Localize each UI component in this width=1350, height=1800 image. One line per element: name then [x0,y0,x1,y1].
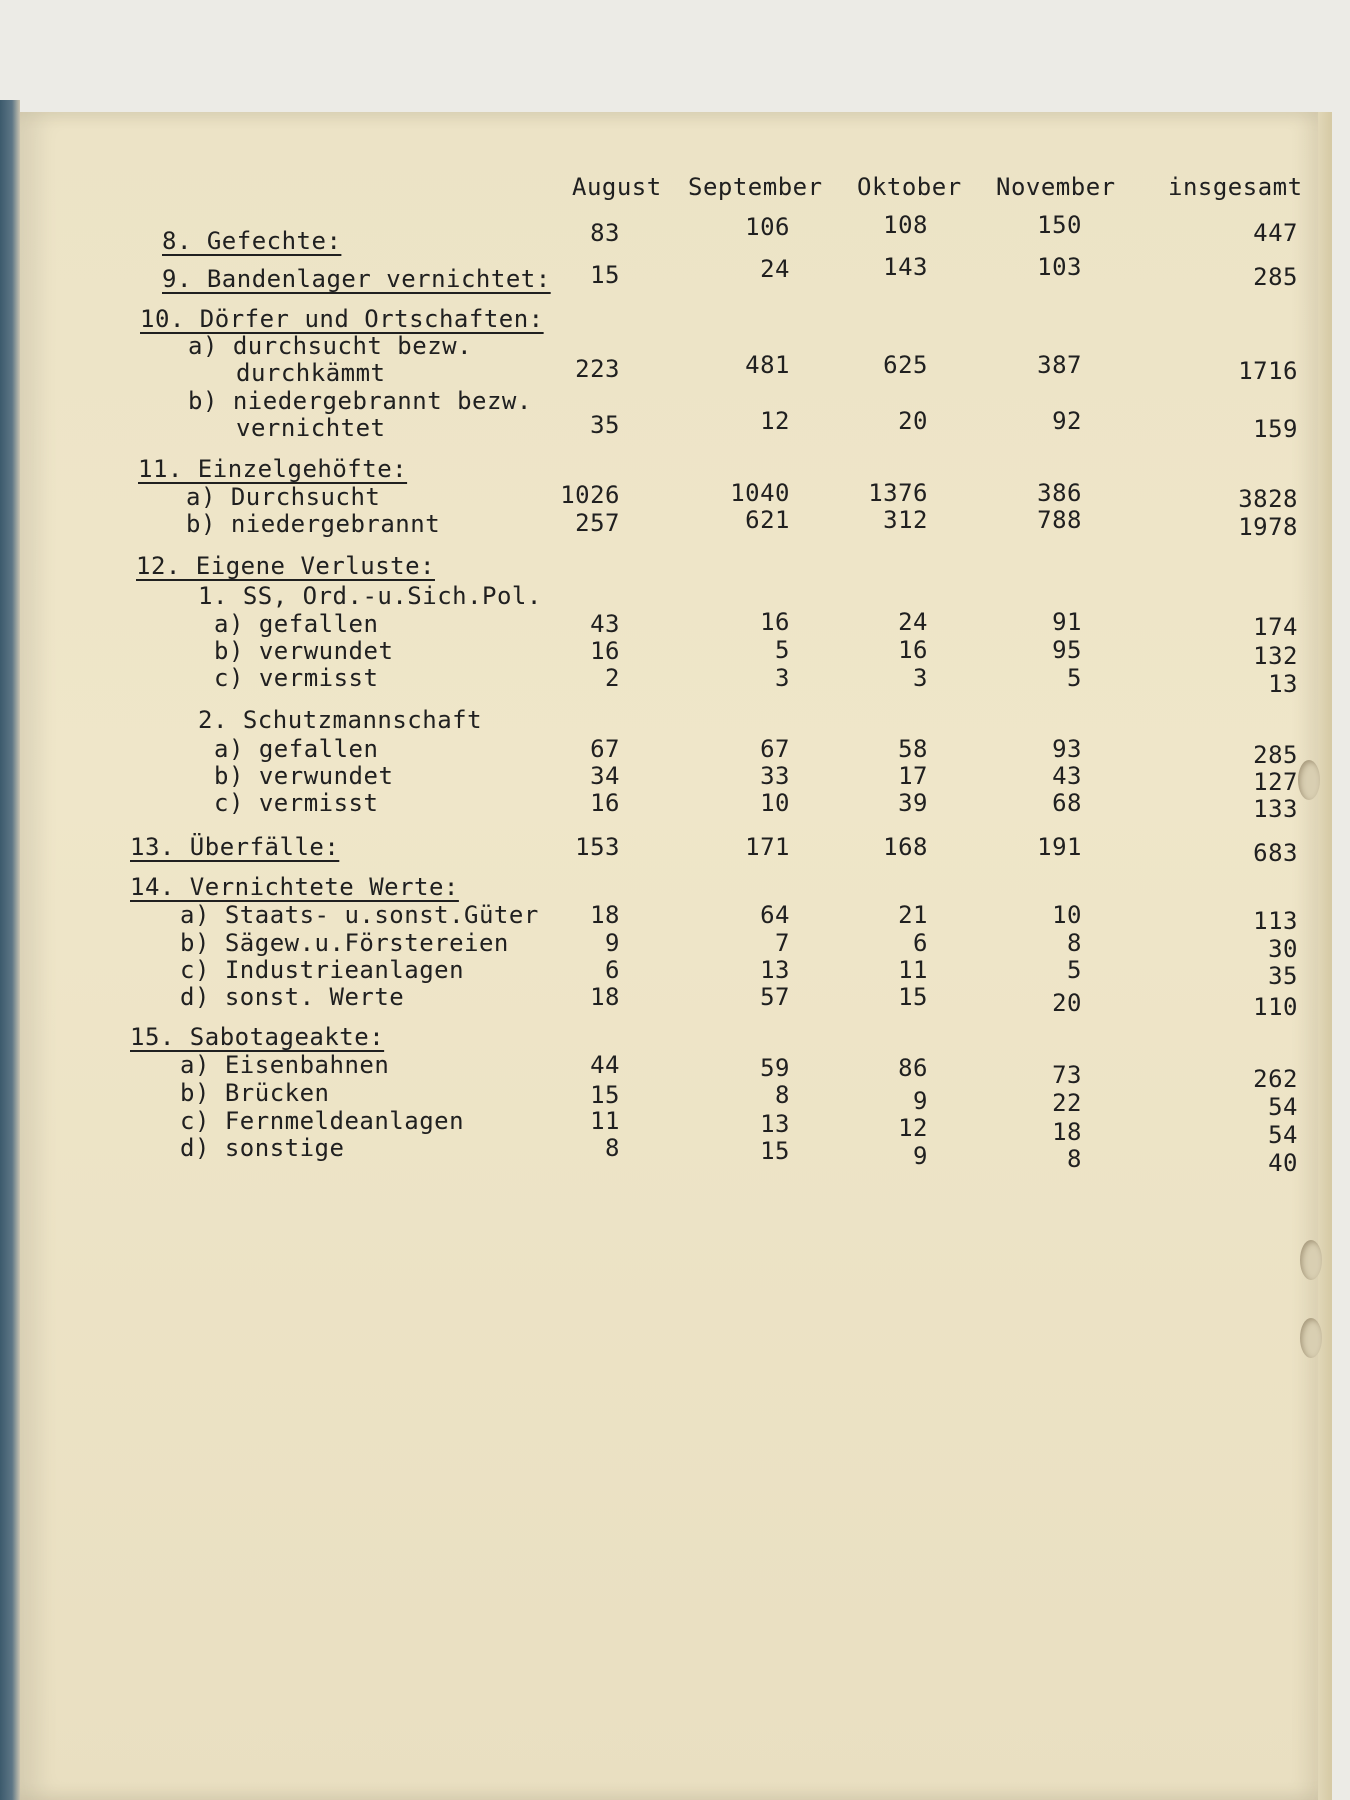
cell-8-sep: 106 [745,213,790,241]
cell-12-2c-total: 133 [1253,795,1298,823]
cell-12-1a-okt: 24 [898,608,928,636]
cell-11a-aug: 1026 [560,481,620,509]
cell-10a-total: 1716 [1238,357,1298,385]
item-12-sub2-label: 2. Schutzmannschaft [198,706,483,734]
cell-12-1b-total: 132 [1253,642,1298,670]
item-10-label: 10. Dörfer und Ortschaften: [140,305,544,333]
cell-12-2c-aug: 16 [590,789,620,817]
cell-15b-nov: 22 [1052,1089,1082,1117]
cell-9-sep: 24 [760,255,790,283]
cell-15a-total: 262 [1253,1065,1298,1093]
cell-8-total: 447 [1253,219,1298,247]
item-10-b-label-cont: vernichtet [236,414,386,442]
cell-11a-okt: 1376 [868,479,928,507]
item-12-sub1-label: 1. SS, Ord.-u.Sich.Pol. [198,582,542,610]
item-11-a-label: a) Durchsucht [186,483,381,511]
item-12-2a-label: a) gefallen [214,735,379,763]
cell-12-2c-okt: 39 [898,789,928,817]
cell-14a-sep: 64 [760,901,790,929]
item-14-a-label: a) Staats- u.sonst.Güter [180,901,539,929]
cell-8-nov: 150 [1037,211,1082,239]
cell-13-nov: 191 [1037,833,1082,861]
cell-14a-aug: 18 [590,901,620,929]
header-oktober: Oktober [857,173,962,201]
cell-14d-total: 110 [1253,993,1298,1021]
cell-11b-nov: 788 [1037,506,1082,534]
cell-14b-total: 30 [1268,935,1298,963]
cell-11b-okt: 312 [883,506,928,534]
cell-12-2b-aug: 34 [590,762,620,790]
cell-15d-aug: 8 [605,1134,620,1162]
cell-12-2b-okt: 17 [898,762,928,790]
cell-12-1a-aug: 43 [590,610,620,638]
cell-11b-sep: 621 [745,506,790,534]
cell-15c-aug: 11 [590,1107,620,1135]
cell-12-1c-nov: 5 [1067,664,1082,692]
item-12-2c-label: c) vermisst [214,789,379,817]
item-12-1c-label: c) vermisst [214,664,379,692]
cell-12-1c-sep: 3 [775,664,790,692]
item-12-2b-label: b) verwundet [214,762,394,790]
cell-10b-sep: 12 [760,407,790,435]
cell-15d-total: 40 [1268,1149,1298,1177]
cell-15a-aug: 44 [590,1051,620,1079]
cell-13-okt: 168 [883,833,928,861]
cell-15c-total: 54 [1268,1121,1298,1149]
cell-10b-aug: 35 [590,411,620,439]
cell-12-1c-aug: 2 [605,664,620,692]
item-15-c-label: c) Fernmeldeanlagen [180,1107,465,1135]
item-14-b-label: b) Sägew.u.Förstereien [180,929,509,957]
cell-11a-sep: 1040 [730,479,790,507]
cell-14a-okt: 21 [898,901,928,929]
cell-9-nov: 103 [1037,253,1082,281]
cell-14b-sep: 7 [775,929,790,957]
cell-10a-aug: 223 [575,355,620,383]
cell-9-okt: 143 [883,253,928,281]
cell-12-1c-total: 13 [1268,670,1298,698]
header-november: November [996,173,1116,201]
cell-14d-aug: 18 [590,983,620,1011]
cell-14b-okt: 6 [913,929,928,957]
header-september: September [688,173,823,201]
cell-12-2b-nov: 43 [1052,762,1082,790]
cell-14d-nov: 20 [1052,989,1082,1017]
cell-10a-sep: 481 [745,351,790,379]
cell-12-1b-nov: 95 [1052,636,1082,664]
cell-12-2a-sep: 67 [760,735,790,763]
cell-12-2b-total: 127 [1253,768,1298,796]
cell-15c-okt: 12 [898,1114,928,1142]
cell-12-1c-okt: 3 [913,664,928,692]
cell-12-1b-sep: 5 [775,636,790,664]
cell-14b-aug: 9 [605,929,620,957]
header-total: insgesamt [1168,173,1303,201]
cell-14c-aug: 6 [605,956,620,984]
item-11-b-label: b) niedergebrannt [186,510,441,538]
cell-12-1a-total: 174 [1253,613,1298,641]
cell-13-sep: 171 [745,833,790,861]
cell-15b-sep: 8 [775,1081,790,1109]
cell-15a-sep: 59 [760,1054,790,1082]
cell-9-total: 285 [1253,263,1298,291]
cell-15a-okt: 86 [898,1054,928,1082]
item-15-d-label: d) sonstige [180,1134,345,1162]
item-13-label: 13. Überfälle: [130,833,340,861]
cell-14d-sep: 57 [760,983,790,1011]
cell-10b-okt: 20 [898,407,928,435]
cell-13-aug: 153 [575,833,620,861]
cell-11b-total: 1978 [1238,513,1298,541]
cell-15b-total: 54 [1268,1093,1298,1121]
cell-10b-nov: 92 [1052,407,1082,435]
item-14-c-label: c) Industrieanlagen [180,956,465,984]
cell-12-2a-nov: 93 [1052,735,1082,763]
cell-15c-sep: 13 [760,1110,790,1138]
cell-8-aug: 83 [590,219,620,247]
item-12-label: 12. Eigene Verluste: [136,552,435,580]
cell-14c-okt: 11 [898,956,928,984]
cell-12-1a-sep: 16 [760,608,790,636]
cell-12-2b-sep: 33 [760,762,790,790]
cell-14c-sep: 13 [760,956,790,984]
cell-11b-aug: 257 [575,509,620,537]
cell-15d-okt: 9 [913,1142,928,1170]
item-15-a-label: a) Eisenbahnen [180,1051,390,1079]
item-15-b-label: b) Brücken [180,1079,330,1107]
cell-14c-total: 35 [1268,962,1298,990]
header-august: August [572,173,662,201]
cell-9-aug: 15 [590,261,620,289]
item-14-label: 14. Vernichtete Werte: [130,873,459,901]
cell-12-1a-nov: 91 [1052,608,1082,636]
cell-10b-total: 159 [1253,415,1298,443]
cell-14d-okt: 15 [898,983,928,1011]
item-9-label: 9. Bandenlager vernichtet: [162,265,551,293]
item-10-a-label: a) durchsucht bezw. [188,332,473,360]
cell-14a-nov: 10 [1052,901,1082,929]
cell-10a-nov: 387 [1037,351,1082,379]
cell-12-2a-total: 285 [1253,741,1298,769]
cell-15b-aug: 15 [590,1081,620,1109]
cell-11a-nov: 386 [1037,479,1082,507]
cell-12-2c-nov: 68 [1052,789,1082,817]
cell-15c-nov: 18 [1052,1118,1082,1146]
item-15-label: 15. Sabotageakte: [130,1023,385,1051]
item-11-label: 11. Einzelgehöfte: [138,455,408,483]
cell-12-1b-okt: 16 [898,636,928,664]
cell-11a-total: 3828 [1238,485,1298,513]
cell-10a-okt: 625 [883,351,928,379]
item-10-a-label-cont: durchkämmt [236,359,386,387]
item-14-d-label: d) sonst. Werte [180,983,405,1011]
cell-14b-nov: 8 [1067,929,1082,957]
cell-12-2a-okt: 58 [898,735,928,763]
cell-15b-okt: 9 [913,1087,928,1115]
item-12-1a-label: a) gefallen [214,610,379,638]
item-10-b-label: b) niedergebrannt bezw. [188,387,532,415]
cell-12-2a-aug: 67 [590,735,620,763]
cell-15a-nov: 73 [1052,1061,1082,1089]
cell-12-2c-sep: 10 [760,789,790,817]
cell-12-1b-aug: 16 [590,637,620,665]
cell-8-okt: 108 [883,211,928,239]
item-12-1b-label: b) verwundet [214,637,394,665]
item-8-label: 8. Gefechte: [162,227,342,255]
cell-14c-nov: 5 [1067,956,1082,984]
cell-15d-sep: 15 [760,1137,790,1165]
cell-13-total: 683 [1253,839,1298,867]
cell-15d-nov: 8 [1067,1145,1082,1173]
cell-14a-total: 113 [1253,907,1298,935]
